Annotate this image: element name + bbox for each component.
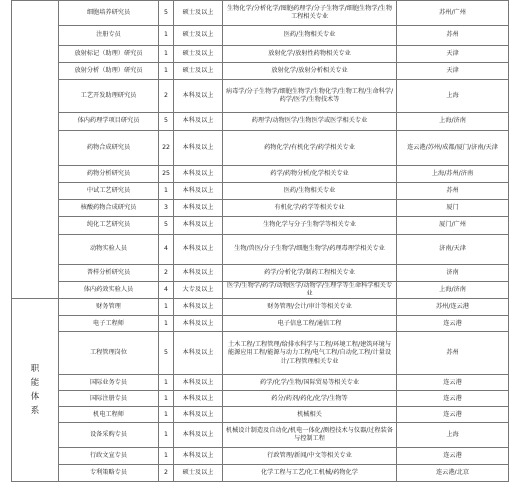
major-requirement: 放射化学/放射分析相关专业 bbox=[223, 63, 397, 80]
degree-requirement: 本科及以上 bbox=[174, 166, 223, 183]
work-location: 连云港 bbox=[397, 407, 509, 423]
work-location: 连云港 bbox=[397, 316, 509, 332]
table-row bbox=[12, 391, 509, 407]
table-row bbox=[12, 235, 509, 265]
work-location: 上海 bbox=[397, 80, 509, 113]
major-requirement: 药理学/动物医学/生物医学或医学相关专业 bbox=[223, 113, 397, 131]
headcount: 5 bbox=[159, 1, 174, 26]
major-requirement: 生物化学/分析化学/图胞药理学/分子生物学/细胞生物学/生物工程相关专业 bbox=[223, 1, 397, 26]
table-row bbox=[12, 46, 509, 63]
table-row bbox=[12, 282, 509, 299]
headcount: 1 bbox=[159, 46, 174, 63]
major-requirement: 电子信息工程/通信工程 bbox=[223, 316, 397, 332]
headcount: 1 bbox=[159, 391, 174, 407]
work-location: 天津 bbox=[397, 46, 509, 63]
table-row bbox=[12, 80, 509, 113]
major-requirement: 生物/兽医/分子生物学/细胞生物学/药理毒理学相关专业 bbox=[223, 235, 397, 265]
degree-requirement: 本科及以上 bbox=[174, 299, 223, 316]
work-location: 天津 bbox=[397, 63, 509, 80]
headcount: 1 bbox=[159, 26, 174, 46]
major-requirement: 病毒学/分子生物学/细胞生物学/生物化学/生物工程/生命科学/药学/医学/生物技术等 bbox=[223, 80, 397, 113]
work-location: 济南 bbox=[397, 265, 509, 282]
table-row bbox=[12, 448, 509, 465]
degree-requirement: 硕士及以上 bbox=[174, 26, 223, 46]
position-title: 专利策略专员 bbox=[59, 465, 159, 482]
position-title: 药物分析研究员 bbox=[59, 166, 159, 183]
table-row bbox=[12, 63, 509, 80]
table-body bbox=[12, 1, 509, 482]
degree-requirement: 硕士及以上 bbox=[174, 46, 223, 63]
headcount: 1 bbox=[159, 316, 174, 332]
table-row bbox=[12, 375, 509, 391]
degree-requirement: 大专及以上 bbox=[174, 282, 223, 299]
category-char: 职 bbox=[30, 364, 40, 375]
work-location: 苏州 bbox=[397, 183, 509, 200]
table-row bbox=[12, 131, 509, 166]
category-cell bbox=[12, 299, 59, 482]
work-location: 上海/济南 bbox=[397, 282, 509, 299]
major-requirement: 放射化学/放射性药物相关专业 bbox=[223, 46, 397, 63]
headcount: 25 bbox=[159, 166, 174, 183]
major-requirement: 机械设计制造及自动化/机电一体化/测控技术与仪器/过程装备与控制工程 bbox=[223, 423, 397, 448]
table-row bbox=[12, 265, 509, 282]
position-title: 设备采购专员 bbox=[59, 423, 159, 448]
work-location: 上海/苏州/济南 bbox=[397, 166, 509, 183]
table-row bbox=[12, 26, 509, 46]
work-location: 济南/天津 bbox=[397, 235, 509, 265]
position-title: 普样分析研究员 bbox=[59, 265, 159, 282]
headcount: 2 bbox=[159, 265, 174, 282]
category-char: 系 bbox=[30, 406, 40, 417]
degree-requirement: 本科及以上 bbox=[174, 316, 223, 332]
headcount: 1 bbox=[159, 299, 174, 316]
degree-requirement: 本科及以上 bbox=[174, 235, 223, 265]
position-title: 行政文宣专员 bbox=[59, 448, 159, 465]
degree-requirement: 本科及以上 bbox=[174, 332, 223, 375]
position-title: 财务管理 bbox=[59, 299, 159, 316]
position-title: 纯化工艺研究员 bbox=[59, 217, 159, 235]
table-row bbox=[12, 407, 509, 423]
category-char: 能 bbox=[30, 378, 40, 389]
table-row bbox=[12, 332, 509, 375]
work-location: 连云港 bbox=[397, 448, 509, 465]
position-title: 电子工程师 bbox=[59, 316, 159, 332]
degree-requirement: 本科及以上 bbox=[174, 423, 223, 448]
work-location: 苏州/连云港 bbox=[397, 299, 509, 316]
major-requirement: 财务管理/会计/审计等相关专业 bbox=[223, 299, 397, 316]
position-title: 工艺开发助理研究员 bbox=[59, 80, 159, 113]
position-title: 放射分析（助理）研究员 bbox=[59, 63, 159, 80]
position-title: 核酸药物合成研究员 bbox=[59, 200, 159, 217]
table-row bbox=[12, 217, 509, 235]
work-location: 苏州 bbox=[397, 26, 509, 46]
headcount: 1 bbox=[159, 423, 174, 448]
recruitment-table-container bbox=[11, 0, 508, 482]
table-row bbox=[12, 113, 509, 131]
work-location: 苏州 bbox=[397, 332, 509, 375]
degree-requirement: 硕士及以上 bbox=[174, 1, 223, 26]
position-title: 细胞培养研究员 bbox=[59, 1, 159, 26]
recruitment-table bbox=[11, 0, 509, 482]
degree-requirement: 本科及以上 bbox=[174, 375, 223, 391]
category-char: 体 bbox=[30, 392, 40, 403]
degree-requirement: 硕士及以上 bbox=[174, 465, 223, 482]
degree-requirement: 本科及以上 bbox=[174, 407, 223, 423]
headcount: 1 bbox=[159, 183, 174, 200]
headcount: 2 bbox=[159, 465, 174, 482]
work-location: 苏州/广州 bbox=[397, 1, 509, 26]
position-title: 体内药理学项目研究员 bbox=[59, 113, 159, 131]
position-title: 药物合成研究员 bbox=[59, 131, 159, 166]
work-location: 厦门/广州 bbox=[397, 217, 509, 235]
work-location: 连云港 bbox=[397, 375, 509, 391]
degree-requirement: 本科及以上 bbox=[174, 391, 223, 407]
headcount: 5 bbox=[159, 113, 174, 131]
position-title: 注册专员 bbox=[59, 26, 159, 46]
position-title: 国际注册专员 bbox=[59, 391, 159, 407]
headcount: 1 bbox=[159, 448, 174, 465]
degree-requirement: 本科及以上 bbox=[174, 448, 223, 465]
headcount: 2 bbox=[159, 80, 174, 113]
position-title: 放射标记（助理）研究员 bbox=[59, 46, 159, 63]
headcount: 5 bbox=[159, 217, 174, 235]
major-requirement: 药学/药物分析/化学相关专业 bbox=[223, 166, 397, 183]
degree-requirement: 本科及以上 bbox=[174, 80, 223, 113]
work-location: 上海 bbox=[397, 423, 509, 448]
degree-requirement: 本科及以上 bbox=[174, 131, 223, 166]
position-title: 机电工程师 bbox=[59, 407, 159, 423]
major-requirement: 化学工程与工艺/化工机械/药物化学 bbox=[223, 465, 397, 482]
table-row bbox=[12, 423, 509, 448]
position-title: 动物实验人员 bbox=[59, 235, 159, 265]
headcount: 5 bbox=[159, 332, 174, 375]
major-requirement: 行政管理/新闻/中文等相关专业 bbox=[223, 448, 397, 465]
table-row bbox=[12, 316, 509, 332]
headcount: 1 bbox=[159, 375, 174, 391]
work-location: 连云港/苏州/成都/厦门/济南/天津 bbox=[397, 131, 509, 166]
major-requirement: 药分/药剂/药化/化学/生物等 bbox=[223, 391, 397, 407]
degree-requirement: 本科及以上 bbox=[174, 265, 223, 282]
headcount: 22 bbox=[159, 131, 174, 166]
position-title: 中试工艺研究员 bbox=[59, 183, 159, 200]
position-title: 体内药效实验人员 bbox=[59, 282, 159, 299]
table-row bbox=[12, 299, 509, 316]
major-requirement: 土木工程/工程管理/给排水科学与工程/环境工程/建筑环境与能源应用工程/能源与动力工程/电气工程/自动化工程/计量设计/工程管理相关专业 bbox=[223, 332, 397, 375]
position-title: 国际业务专员 bbox=[59, 375, 159, 391]
table-row bbox=[12, 465, 509, 482]
major-requirement: 医药/生物相关专业 bbox=[223, 183, 397, 200]
work-location: 连云港 bbox=[397, 391, 509, 407]
headcount: 4 bbox=[159, 282, 174, 299]
table-row bbox=[12, 166, 509, 183]
major-requirement: 机械相关 bbox=[223, 407, 397, 423]
major-requirement: 有机化学/药学等相关专业 bbox=[223, 200, 397, 217]
headcount: 1 bbox=[159, 63, 174, 80]
work-location: 连云港/北京 bbox=[397, 465, 509, 482]
major-requirement: 医学/生物学/药学/动物医学/动物学/生理学等生命科学相关专业 bbox=[223, 282, 397, 299]
table-row bbox=[12, 200, 509, 217]
major-requirement: 药学/化学/生物/国际贸易等相关专业 bbox=[223, 375, 397, 391]
degree-requirement: 本科及以上 bbox=[174, 200, 223, 217]
degree-requirement: 硕士及以上 bbox=[174, 63, 223, 80]
position-title: 工程管理岗位 bbox=[59, 332, 159, 375]
headcount: 1 bbox=[159, 407, 174, 423]
headcount: 3 bbox=[159, 200, 174, 217]
major-requirement: 药学/分析化学/制药工程相关专业 bbox=[223, 265, 397, 282]
major-requirement: 药物化学/有机化学/药学相关专业 bbox=[223, 131, 397, 166]
table-row bbox=[12, 1, 509, 26]
work-location: 厦门 bbox=[397, 200, 509, 217]
major-requirement: 生物化学与分子生物学等相关专业 bbox=[223, 217, 397, 235]
table-row bbox=[12, 183, 509, 200]
category-cell-blank bbox=[12, 1, 59, 299]
headcount: 4 bbox=[159, 235, 174, 265]
degree-requirement: 本科及以上 bbox=[174, 183, 223, 200]
work-location: 上海/济南 bbox=[397, 113, 509, 131]
degree-requirement: 本科及以上 bbox=[174, 217, 223, 235]
degree-requirement: 本科及以上 bbox=[174, 113, 223, 131]
major-requirement: 医药/生物相关专业 bbox=[223, 26, 397, 46]
